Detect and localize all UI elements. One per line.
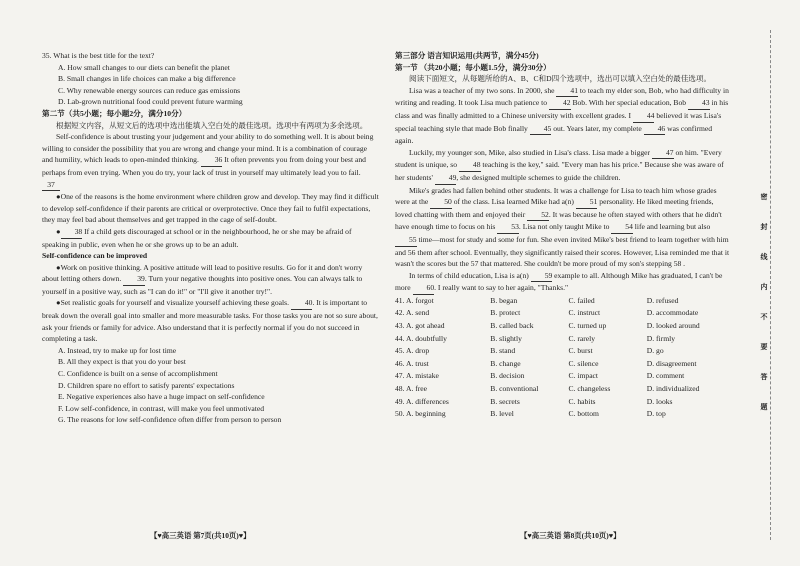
blank: 46 — [644, 123, 666, 136]
blank: 55 — [395, 234, 417, 247]
option-cell: B. stand — [490, 346, 516, 356]
option-cell: D. individualized — [646, 384, 700, 394]
blank: 59 — [531, 270, 553, 283]
option-cell: 49. A. differences — [395, 396, 449, 406]
option-cell: D. looks — [646, 396, 673, 406]
option-cell: B. secrets — [490, 396, 520, 406]
choice: E. Negative experiences also have a huge impact on self-confidence — [58, 392, 265, 402]
option-cell: D. top — [646, 409, 666, 419]
option-cell: C. changeless — [568, 384, 611, 394]
passage-paragraph: Lisa was a teacher of my two sons. In 2000, she 41 to teach my elder son, Bob, who had difficulty in writing and reading. It took Lisa much patience to 42 Bob. With her special education, Bob 43 in his class and was finally admitted to a Chinese university with excellent grades. I 44 believed it was Lisa's special teaching style that made Bob finally 45 out. Years later, my complete 46 was confirmed again. — [395, 85, 729, 146]
option-cell: D. refused — [646, 295, 679, 305]
seal-char: 不 — [760, 313, 768, 321]
seal-char: 封 — [760, 223, 768, 231]
page-footer-left: 【♥高三英语 第7页(共10页)♥】 — [150, 531, 251, 540]
option-cell: B. protect — [490, 308, 521, 318]
option-cell: 42. A. send — [395, 308, 430, 318]
seal-char: 内 — [760, 283, 768, 291]
blank: 52 — [527, 209, 549, 222]
choice: B. All they expect is that you do your best — [58, 357, 186, 367]
paragraph: ●Set realistic goals for yourself and visualize yourself achieving these goals. 40. It is important to break down the overall goal into smaller and more measurable tasks. For those tasks you are not so sure about, ask your friends or family for advice. Also understand that it is perfectly normal if you do not succeed in completing a task. — [42, 298, 378, 344]
page-footer-right: 【♥高三英语 第8页(共10页)♥】 — [520, 531, 621, 540]
left-column — [42, 50, 379, 426]
blank: 41 — [556, 85, 578, 98]
blank: 51 — [576, 196, 598, 209]
blank-36: 36 — [201, 154, 223, 167]
blank: 49 — [435, 172, 457, 185]
option-cell: 41. A. forgot — [395, 295, 434, 305]
q35-option: D. Lab-grown nutritional food could prevent future warming — [58, 97, 243, 107]
q35-option: A. How small changes to our diets can benefit the planet — [58, 62, 230, 72]
blank: 48 — [459, 159, 481, 172]
blank: 50 — [430, 196, 452, 209]
q35-option: B. Small changes in life choices can make a big difference — [58, 74, 236, 84]
option-row — [395, 408, 725, 421]
passage-paragraph: Mike's grades had fallen behind other students. It was a challenge for Lisa to teach him whose grades were at the 50 of the class. Lisa learned Mike had a(n) 51 personality. He liked meeting friends, loved chatting with them and enjoyed their 52. It was because he often stayed with others that he didn't have enough time to focus on his 53. Lisa not only taught Mike to 54 life and learning but also 55 time—most for study and some for fun. She even invited Mike's best friend to learn together with him and 56 them after school. Eventually, they significantly raised their scores. However, Lisa reminded me that it wasn't the scores but the 57 that mattered. She couldn't be more proud of my son's stepping 58 . — [395, 185, 730, 269]
subheading: Self-confidence can be improved — [42, 251, 148, 261]
right-column — [395, 50, 730, 421]
blank-39: 39 — [123, 273, 145, 286]
choice: C. Confidence is built on a sense of accomplishment — [58, 369, 218, 379]
section-1-instructions: 阅读下面短文，从每题所给的A、B、C和D四个选项中，选出可以填入空白处的最佳选项。 — [409, 74, 712, 84]
paragraph: ● 38 If a child gets discouraged at school or in the neighbourhood, he or she may be afraid of speaking in public, even when he or she grows up to be an adult. — [42, 226, 352, 249]
blank: 43 — [688, 97, 710, 110]
seal-char: 密 — [760, 193, 768, 201]
section-2-instructions: 根据短文内容，从短文后的选项中选出能填入空白处的最佳选项。选项中有两项为多余选项。 — [56, 120, 368, 130]
option-row — [395, 333, 725, 346]
option-cell: D. go — [646, 346, 664, 356]
blank: 47 — [652, 147, 674, 160]
option-row — [395, 383, 725, 396]
option-row — [395, 370, 725, 383]
options-table — [395, 295, 725, 421]
option-row — [395, 295, 725, 308]
option-row — [395, 345, 725, 358]
seal-char: 线 — [760, 253, 768, 261]
choice: F. Low self-confidence, in contrast, will make you feel unmotivated — [58, 403, 265, 413]
paragraph — [42, 179, 379, 192]
option-cell: C. failed — [568, 295, 595, 305]
seal-line — [770, 30, 771, 540]
section-2-title: 第二节（共5小题；每小题2分，满分10分） — [42, 108, 187, 118]
option-cell: B. level — [490, 409, 514, 419]
option-row — [395, 358, 725, 371]
blank-37: 37 — [42, 179, 60, 192]
option-cell: B. conventional — [490, 384, 539, 394]
option-cell: C. bottom — [568, 409, 599, 419]
option-cell: C. impact — [568, 371, 599, 381]
choice: G. The reasons for low self-confidence often differ from person to person — [58, 415, 282, 425]
choice: A. Instead, try to make up for lost time — [58, 345, 177, 355]
part-3-title: 第三部分 语言知识运用(共两节，满分45分) — [395, 51, 539, 60]
option-cell: C. rarely — [568, 333, 596, 343]
blank: 44 — [633, 110, 655, 123]
option-cell: D. comment — [646, 371, 685, 381]
blank: 45 — [530, 123, 552, 136]
option-row — [395, 320, 725, 333]
option-cell: 50. A. beginning — [395, 409, 446, 419]
option-cell: B. decision — [490, 371, 525, 381]
option-cell: B. slightly — [490, 333, 522, 343]
paragraph: ●Work on positive thinking. A positive attitude will lead to positive results. Go for it and don't worry about letting others down. 39. Turn your negative thoughts into positive ones. You can always talk to yourself in a positive way, such as "I can do it!" or "I'll give it another try!". — [42, 262, 363, 296]
seal-char: 答 — [760, 373, 768, 381]
option-row — [395, 396, 725, 409]
option-cell: 47. A. mistake — [395, 371, 439, 381]
option-cell: D. firmly — [646, 333, 676, 343]
paragraph: Self-confidence is about trusting your judgement and your ability to do something well. It is about being willing to consider the possibility that you are wrong and change your mind. It is a combination of courage and humility, which leads to open-minded thinking. 36 It often prevents you from doing your best and perhaps from even trying. When you do try, your lack of trust in yourself may ultimately lead you to fail. — [42, 132, 374, 177]
blank: 53 — [497, 221, 519, 234]
option-cell: B. began — [490, 295, 518, 305]
blank: 60 — [413, 282, 435, 295]
option-cell: 48. A. free — [395, 384, 428, 394]
choice: D. Children spare no effort to satisfy parents' expectations — [58, 380, 235, 390]
option-cell: C. silence — [568, 358, 599, 368]
option-cell: B. called back — [490, 321, 534, 331]
passage-paragraph: In terms of child education, Lisa is a(n) 59 example to all. Although Mike has graduated, I can't be more 60. I really want to say to her again, "Thanks." — [395, 270, 730, 295]
q35-option: C. Why renewable energy sources can reduce gas emissions — [58, 85, 241, 95]
option-cell: D. looked around — [646, 321, 700, 331]
blank: 42 — [549, 97, 571, 110]
option-cell: C. turned up — [568, 321, 607, 331]
option-cell: C. habits — [568, 396, 596, 406]
blank: 54 — [611, 221, 633, 234]
seal-char: 要 — [760, 343, 768, 351]
option-cell: 46. A. trust — [395, 358, 429, 368]
option-cell: 44. A. doubtfully — [395, 333, 447, 343]
blank-38: 38 — [61, 226, 83, 239]
option-cell: B. change — [490, 358, 521, 368]
option-cell: 43. A. got ahead — [395, 321, 445, 331]
option-cell: C. burst — [568, 346, 593, 356]
section-1-title: 第一节 （共20小题；每小题1.5分，满分30分） — [395, 62, 551, 72]
option-row — [395, 307, 725, 320]
option-cell: D. disagreement — [646, 358, 697, 368]
option-cell: C. instruct — [568, 308, 601, 318]
blank-40: 40 — [291, 297, 313, 310]
seal-char: 题 — [760, 403, 768, 411]
option-cell: D. accommodate — [646, 308, 699, 318]
option-cell: 45. A. drop — [395, 346, 430, 356]
passage-paragraph: Luckily, my younger son, Mike, also studied in Lisa's class. Lisa made a bigger 47 on him. "Every student is unique, so 48 teaching is the key," said. "Every man has his price." Because she was aware of her students' 49, she designed multiple schemes to guide the children. — [395, 147, 730, 185]
question-35: 35. What is the best title for the text? — [42, 51, 155, 60]
seal-notice — [758, 192, 770, 432]
paragraph: ●One of the reasons is the home environment where children grow and develop. They may find it difficult to develop self-confidence if their parents are critical or overprotective. Once they fail to fulfil expectations, they may feel bad about themselves and get trapped in the cage of self-doubt. — [42, 192, 379, 225]
